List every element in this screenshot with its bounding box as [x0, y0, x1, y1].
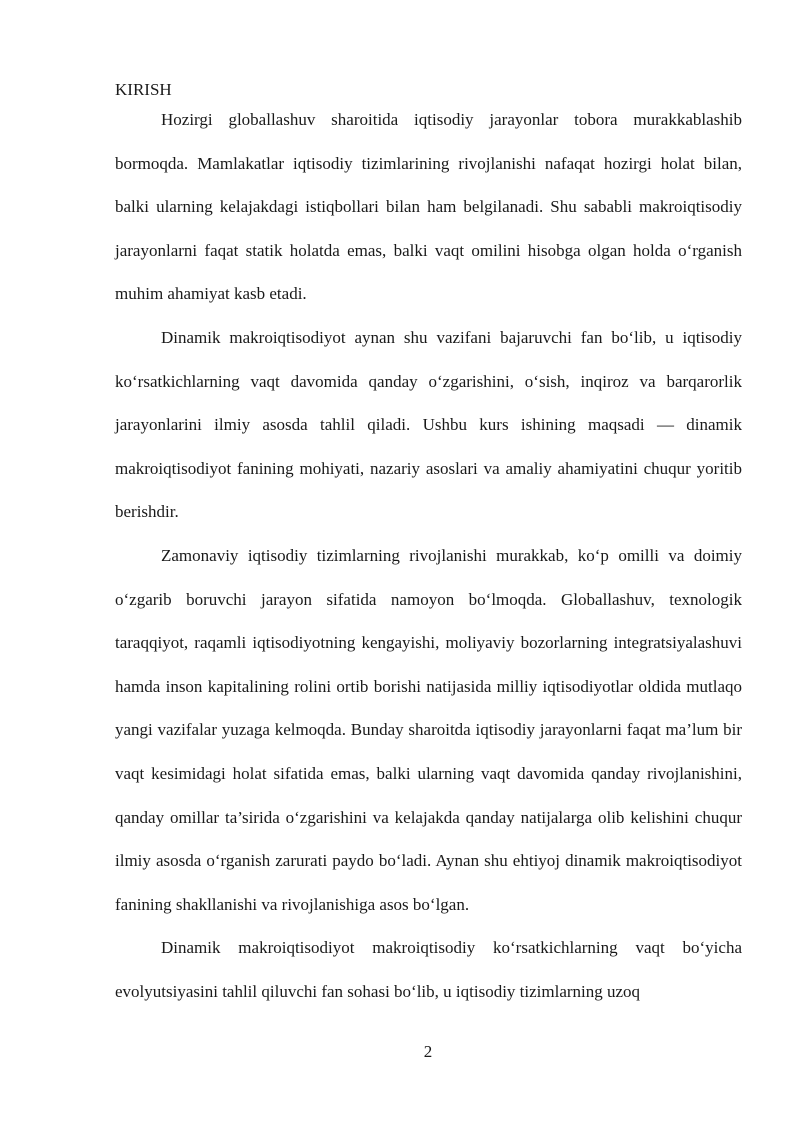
paragraph-2: Dinamik makroiqtisodiyot aynan shu vazifani bajaruvchi fan bo‘lib, u iqtisodiy ko‘rsatkichlarning vaqt davomida qanday o‘zgarishini, o‘sish, inqiroz va barqarorlik jarayonlarini ilmiy asosda tahlil qiladi. Ushbu kurs ishining maqsadi — dinamik makroiqtisodiyot fanining mohiyati, nazariy asoslari va amaliy ahamiyatini chuqur yoritib berishdir. [115, 327, 742, 522]
section-heading: KIRISH [115, 80, 172, 99]
page-number: 2 [423, 1042, 433, 1061]
document-body [115, 78, 742, 1013]
paragraph-3: Zamonaviy iqtisodiy tizimlarning rivojlanishi murakkab, ko‘p omilli va doimiy o‘zgarib boruvchi jarayon sifatida namoyon bo‘lmoqda. Globallashuv, texnologik taraqqiyot, raqamli iqtisodiyotning kengayishi, moliyaviy bozorlarning integratsiyalashuvi hamda inson kapitalining rolini ortib borishi natijasida milliy iqtisodiyotlar oldida mutlaqo yangi vazifalar yuzaga kelmoqda. Bunday sharoitda iqtisodiy jarayonlarni faqat ma’lum bir vaqt kesimidagi holat sifatida emas, balki ularning vaqt davomida qanday rivojlanishini, qanday omillar ta’sirida o‘zgarishini va kelajakda qanday natijalarga olib kelishini chuqur ilmiy asosda o‘rganish zarurati paydo bo‘ladi. Aynan shu ehtiyoj dinamik makroiqtisodiyot fanining shakllanishi va rivojlanishiga asos bo‘lgan. [115, 545, 742, 914]
paragraph-4: Dinamik makroiqtisodiyot makroiqtisodiy ko‘rsatkichlarning vaqt bo‘yicha evolyutsiyasini tahlil qiluvchi fan sohasi bo‘lib, u iqtisodiy tizimlarning uzoq [115, 938, 742, 1001]
paragraph-1: Hozirgi globallashuv sharoitida iqtisodiy jarayonlar tobora murakkablashib bormoqda. Mamlakatlar iqtisodiy tizimlarining rivojlanishi nafaqat hozirgi holat bilan, balki ularning kelajakdagi istiqbollari bilan ham belgilanadi. Shu sababli makroiqtisodiy jarayonlarni faqat statik holatda emas, balki vaqt omilini hisobga olgan holda o‘rganish muhim ahamiyat kasb etadi. [115, 110, 742, 304]
